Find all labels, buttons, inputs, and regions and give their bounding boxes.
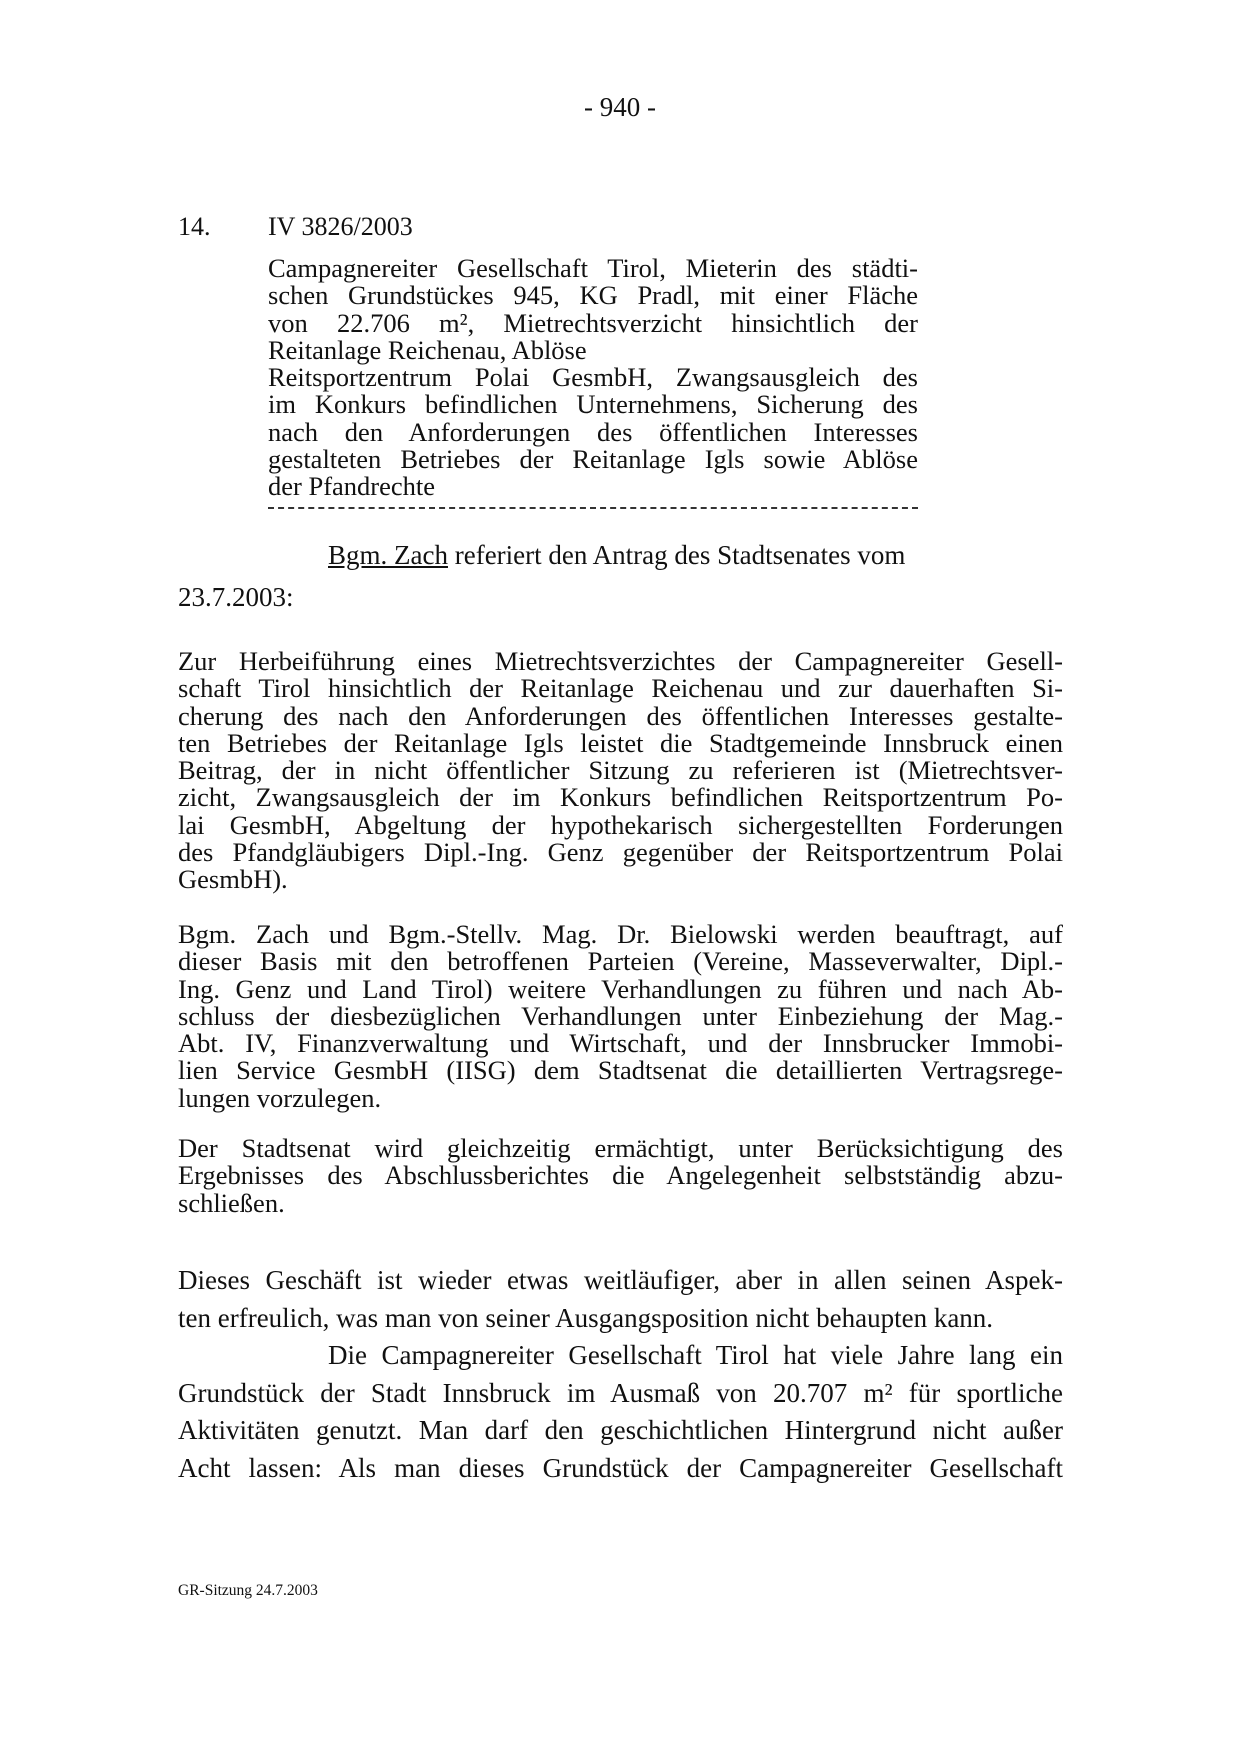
agenda-item-number: 14.	[178, 212, 211, 241]
motion-line: Ing. Genz und Land Tirol) weitere Verhandlungen zu führen und nach Ab-	[178, 973, 1063, 1004]
speaker-name: Bgm. Zach	[328, 540, 448, 570]
speech-line: Acht lassen: Als man dieses Grundstück der Campagnereiter Gesellschaft	[178, 1452, 1063, 1483]
intro-text: referiert den Antrag des Stadtsenates vom	[447, 540, 906, 570]
speech-line: Aktivitäten genutzt. Man darf den geschichtlichen Hintergrund nicht außer	[178, 1415, 1063, 1445]
motion-line: schluss der diesbezüglichen Verhandlungen unter Einbeziehung der Mag.-	[178, 1000, 1063, 1031]
dashed-separator	[268, 507, 918, 509]
speech-line: ten erfreulich, was man von seiner Ausgangsposition nicht behaupten kann.	[178, 1302, 994, 1333]
agenda-item-reference: IV 3826/2003	[268, 212, 413, 241]
motion-line: schaft Tirol hinsichtlich der Reitanlage Reichenau und zur dauerhaften Si-	[178, 673, 1063, 704]
motion-line: Ergebnisses des Abschlussberichtes die Angelegenheit selbstständig abzu-	[178, 1160, 1063, 1191]
agenda-item-title	[268, 255, 918, 501]
title-line: im Konkurs befindlichen Unternehmens, Sicherung des	[268, 389, 918, 420]
motion-line: lungen vorzulegen.	[178, 1082, 382, 1113]
title-line: schen Grundstückes 945, KG Pradl, mit einer Fläche	[268, 280, 918, 311]
motion-line: Zur Herbeiführung eines Mietrechtsverzichtes der Campagnereiter Gesell-	[178, 646, 1063, 676]
motion-line: lien Service GesmbH (IISG) dem Stadtsenat die detaillierten Vertragsrege-	[178, 1055, 1063, 1086]
title-line: Reitanlage Reichenau, Ablöse	[268, 334, 587, 365]
motion-line: schließen.	[178, 1187, 285, 1218]
motion-line: Der Stadtsenat wird gleichzeitig ermächtigt, unter Berücksichtigung des	[178, 1133, 1063, 1163]
intro-date: 23.7.2003:	[178, 582, 294, 612]
speech-text	[178, 1262, 1063, 1487]
motion-line: des Pfandgläubigers Dipl.-Ing. Genz gegenüber der Reitsportzentrum Polai	[178, 837, 1063, 868]
page-number: - 940 -	[584, 92, 656, 122]
motion-paragraph-3	[178, 1135, 1063, 1217]
intro-line	[328, 540, 905, 571]
motion-line: Beitrag, der in nicht öffentlicher Sitzung zu referieren ist (Mietrechtsver-	[178, 755, 1063, 786]
motion-paragraph-1	[178, 648, 1063, 894]
title-line: nach den Anforderungen des öffentlichen Interesses	[268, 416, 918, 447]
speech-line: Grundstück der Stadt Innsbruck im Ausmaß von 20.707 m² für sportliche	[178, 1377, 1063, 1408]
motion-line: lai GesmbH, Abgeltung der hypothekarisch sichergestellten Forderungen	[178, 809, 1063, 840]
title-line: Campagnereiter Gesellschaft Tirol, Mieterin des städti-	[268, 253, 918, 283]
motion-line: zicht, Zwangsausgleich der im Konkurs befindlichen Reitsportzentrum Po-	[178, 782, 1063, 813]
title-line: gestalteten Betriebes der Reitanlage Igls sowie Ablöse	[268, 444, 918, 475]
title-line: Reitsportzentrum Polai GesmbH, Zwangsausgleich des	[268, 362, 918, 393]
motion-paragraph-2	[178, 921, 1063, 1112]
title-line: von 22.706 m², Mietrechtsverzicht hinsichtlich der	[268, 307, 918, 338]
speech-line: Dieses Geschäft ist wieder etwas weitläufiger, aber in allen seinen Aspek-	[178, 1265, 1063, 1295]
title-line: der Pfandrechte	[268, 471, 436, 502]
motion-line: Bgm. Zach und Bgm.-Stellv. Mag. Dr. Bielowski werden beauftragt, auf	[178, 919, 1063, 949]
motion-line: ten Betriebes der Reitanlage Igls leistet die Stadtgemeinde Innsbruck einen	[178, 727, 1063, 758]
footer-session: GR-Sitzung 24.7.2003	[178, 1582, 318, 1599]
speech-line: Die Campagnereiter Gesellschaft Tirol hat viele Jahre lang ein	[328, 1340, 1063, 1370]
motion-line: GesmbH).	[178, 864, 288, 895]
motion-line: Abt. IV, Finanzverwaltung und Wirtschaft, und der Innsbrucker Immobi-	[178, 1028, 1063, 1059]
motion-line: cherung des nach den Anforderungen des öffentlichen Interesses gestalte-	[178, 700, 1063, 731]
motion-line: dieser Basis mit den betroffenen Parteien (Vereine, Masseverwalter, Dipl.-	[178, 946, 1063, 977]
